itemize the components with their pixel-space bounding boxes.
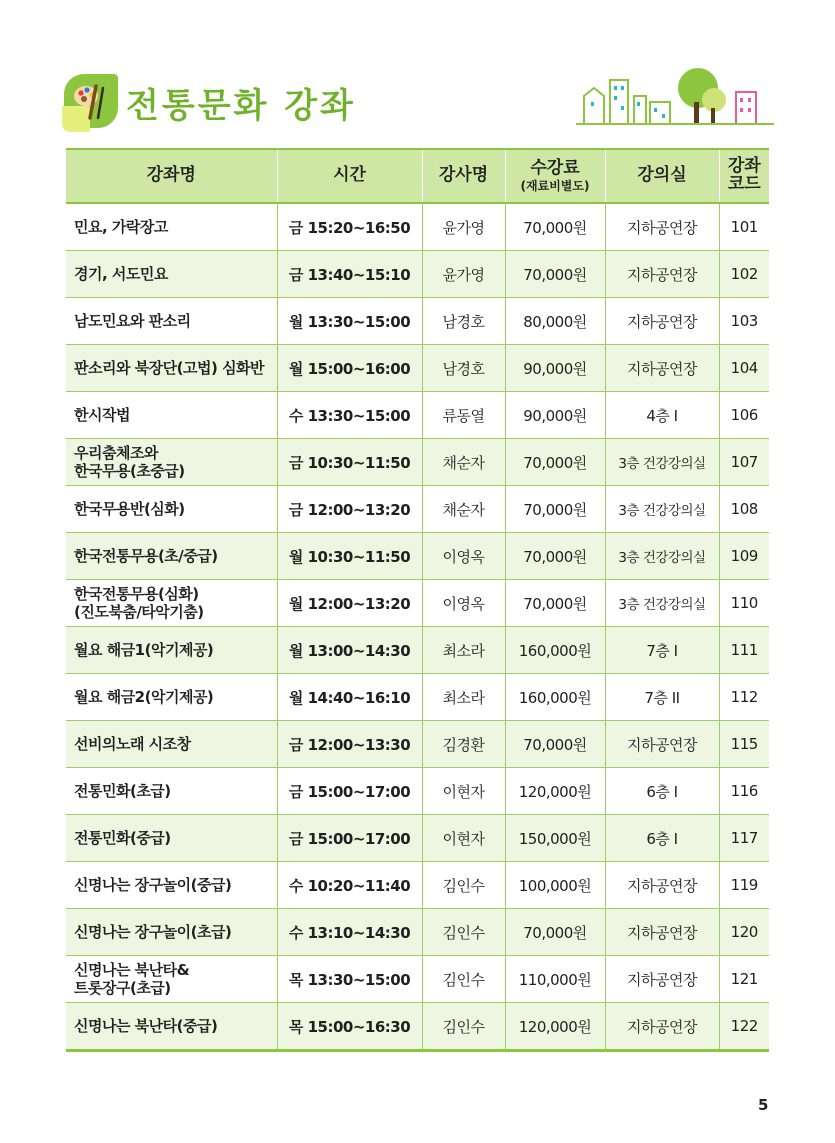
course-name-line: 한시작법	[74, 406, 130, 424]
course-teacher: 류동열	[422, 392, 505, 439]
course-room: 지하공연장	[605, 345, 719, 392]
course-teacher: 윤가영	[422, 251, 505, 298]
col-header-room: 강의실	[605, 149, 719, 203]
table-row	[66, 298, 769, 345]
course-name	[66, 533, 277, 580]
course-room: 지하공연장	[605, 1003, 719, 1051]
course-code: 121	[719, 956, 769, 1003]
course-name	[66, 721, 277, 768]
table-row	[66, 1003, 769, 1051]
col-header-fee	[505, 149, 605, 203]
page-title: 전통문화 강좌	[126, 86, 356, 126]
course-name	[66, 768, 277, 815]
table-row	[66, 815, 769, 862]
course-time: 수 13:10~14:30	[277, 909, 422, 956]
table-row	[66, 862, 769, 909]
course-name-line: 한국무용(초중급)	[74, 462, 185, 480]
course-room: 지하공연장	[605, 909, 719, 956]
course-name	[66, 345, 277, 392]
course-time: 수 13:30~15:00	[277, 392, 422, 439]
course-time: 금 10:30~11:50	[277, 439, 422, 486]
course-name-line: 선비의노래 시조창	[74, 735, 191, 753]
course-fee: 80,000원	[505, 298, 605, 345]
course-room: 지하공연장	[605, 721, 719, 768]
course-fee: 90,000원	[505, 345, 605, 392]
course-time: 금 15:20~16:50	[277, 203, 422, 251]
course-time: 월 13:00~14:30	[277, 627, 422, 674]
course-name	[66, 392, 277, 439]
course-name	[66, 815, 277, 862]
col-header-time: 시간	[277, 149, 422, 203]
course-teacher: 채순자	[422, 439, 505, 486]
course-code: 106	[719, 392, 769, 439]
course-teacher: 김인수	[422, 1003, 505, 1051]
course-name-line: 경기, 서도민요	[74, 265, 168, 283]
course-teacher: 채순자	[422, 486, 505, 533]
course-name	[66, 956, 277, 1003]
col-header-code	[719, 149, 769, 203]
table-row	[66, 439, 769, 486]
course-name-line: (진도북춤/타악기춤)	[74, 603, 204, 621]
course-fee: 120,000원	[505, 768, 605, 815]
course-teacher: 윤가영	[422, 203, 505, 251]
course-fee: 160,000원	[505, 674, 605, 721]
course-code: 104	[719, 345, 769, 392]
table-row	[66, 203, 769, 251]
col-header-code-line2: 코드	[727, 174, 761, 194]
city-trees-decoration-icon	[576, 66, 776, 136]
course-name	[66, 627, 277, 674]
course-name	[66, 486, 277, 533]
course-teacher: 이현자	[422, 815, 505, 862]
course-room: 7층 II	[605, 674, 719, 721]
course-table	[66, 148, 769, 1052]
course-fee: 70,000원	[505, 533, 605, 580]
course-name-line: 신명나는 북난타(중급)	[74, 1017, 218, 1035]
course-room: 지하공연장	[605, 203, 719, 251]
table-row	[66, 674, 769, 721]
course-name-line: 신명나는 장구놀이(중급)	[74, 876, 232, 894]
col-header-name: 강좌명	[66, 149, 277, 203]
course-name-line: 한국무용반(심화)	[74, 500, 185, 518]
table-row	[66, 392, 769, 439]
course-time: 수 10:20~11:40	[277, 862, 422, 909]
course-time: 월 14:40~16:10	[277, 674, 422, 721]
course-code: 122	[719, 1003, 769, 1051]
course-code: 110	[719, 580, 769, 627]
course-teacher: 최소라	[422, 674, 505, 721]
course-teacher: 최소라	[422, 627, 505, 674]
table-row	[66, 251, 769, 298]
course-name	[66, 1003, 277, 1051]
course-name	[66, 674, 277, 721]
course-room: 지하공연장	[605, 956, 719, 1003]
table-row	[66, 721, 769, 768]
course-code: 116	[719, 768, 769, 815]
course-name-line: 판소리와 북장단(고법) 심화반	[74, 359, 265, 377]
course-teacher: 남경호	[422, 345, 505, 392]
table-row	[66, 627, 769, 674]
palette-logo-icon	[64, 74, 118, 128]
course-name	[66, 909, 277, 956]
course-fee: 70,000원	[505, 486, 605, 533]
course-time: 월 12:00~13:20	[277, 580, 422, 627]
course-teacher: 김경환	[422, 721, 505, 768]
course-time: 목 13:30~15:00	[277, 956, 422, 1003]
table-row	[66, 533, 769, 580]
course-fee: 70,000원	[505, 203, 605, 251]
page-number: 5	[758, 1096, 769, 1114]
col-header-fee-note: (재료비별도)	[520, 178, 590, 193]
course-room: 지하공연장	[605, 862, 719, 909]
col-header-fee-label: 수강료	[530, 157, 580, 178]
course-room: 7층 I	[605, 627, 719, 674]
course-room: 6층 I	[605, 768, 719, 815]
course-code: 117	[719, 815, 769, 862]
course-time: 월 10:30~11:50	[277, 533, 422, 580]
course-teacher: 이영옥	[422, 580, 505, 627]
table-row	[66, 345, 769, 392]
table-row	[66, 909, 769, 956]
course-code: 107	[719, 439, 769, 486]
table-row	[66, 580, 769, 627]
course-name-line: 남도민요와 판소리	[74, 312, 191, 330]
course-time: 목 15:00~16:30	[277, 1003, 422, 1051]
course-code: 109	[719, 533, 769, 580]
course-teacher: 김인수	[422, 956, 505, 1003]
course-fee: 70,000원	[505, 721, 605, 768]
table-row	[66, 486, 769, 533]
course-teacher: 남경호	[422, 298, 505, 345]
course-fee: 120,000원	[505, 1003, 605, 1051]
course-fee: 90,000원	[505, 392, 605, 439]
course-code: 111	[719, 627, 769, 674]
course-room: 지하공연장	[605, 298, 719, 345]
course-name-line: 트롯장구(초급)	[74, 979, 171, 997]
course-code: 119	[719, 862, 769, 909]
course-name	[66, 203, 277, 251]
course-code: 112	[719, 674, 769, 721]
course-name	[66, 298, 277, 345]
course-name-line: 월요 해금1(악기제공)	[74, 641, 214, 659]
course-time: 금 12:00~13:30	[277, 721, 422, 768]
page-header	[64, 74, 774, 138]
course-time: 금 15:00~17:00	[277, 768, 422, 815]
course-name-line: 민요, 가락장고	[74, 218, 168, 236]
course-code: 101	[719, 203, 769, 251]
course-room: 4층 I	[605, 392, 719, 439]
course-fee: 150,000원	[505, 815, 605, 862]
course-time: 금 12:00~13:20	[277, 486, 422, 533]
course-teacher: 이현자	[422, 768, 505, 815]
course-name-line: 전통민화(중급)	[74, 829, 171, 847]
course-name-line: 월요 해금2(악기제공)	[74, 688, 214, 706]
course-name	[66, 580, 277, 627]
course-name-line: 한국전통무용(초/중급)	[74, 547, 218, 565]
course-teacher: 김인수	[422, 862, 505, 909]
course-name-line: 우리춤체조와	[74, 444, 158, 462]
table-row	[66, 768, 769, 815]
col-header-teacher: 강사명	[422, 149, 505, 203]
course-room: 3층 건강강의실	[605, 439, 719, 486]
course-name	[66, 439, 277, 486]
col-header-code-line1: 강좌	[727, 156, 761, 177]
course-time: 금 13:40~15:10	[277, 251, 422, 298]
table-header-row	[66, 149, 769, 203]
course-name-line: 한국전통무용(심화)	[74, 585, 199, 603]
course-code: 120	[719, 909, 769, 956]
course-room: 지하공연장	[605, 251, 719, 298]
course-code: 108	[719, 486, 769, 533]
course-name-line: 전통민화(초급)	[74, 782, 171, 800]
course-fee: 160,000원	[505, 627, 605, 674]
course-fee: 70,000원	[505, 580, 605, 627]
course-name	[66, 862, 277, 909]
course-teacher: 김인수	[422, 909, 505, 956]
course-name-line: 신명나는 북난타&	[74, 961, 190, 979]
course-fee: 70,000원	[505, 251, 605, 298]
course-code: 102	[719, 251, 769, 298]
course-code: 115	[719, 721, 769, 768]
course-code: 103	[719, 298, 769, 345]
course-time: 월 13:30~15:00	[277, 298, 422, 345]
course-name	[66, 251, 277, 298]
table-row	[66, 956, 769, 1003]
course-room: 6층 I	[605, 815, 719, 862]
course-room: 3층 건강강의실	[605, 486, 719, 533]
course-fee: 100,000원	[505, 862, 605, 909]
course-room: 3층 건강강의실	[605, 580, 719, 627]
course-fee: 70,000원	[505, 439, 605, 486]
course-name-line: 신명나는 장구놀이(초급)	[74, 923, 232, 941]
course-room: 3층 건강강의실	[605, 533, 719, 580]
course-teacher: 이영옥	[422, 533, 505, 580]
course-time: 금 15:00~17:00	[277, 815, 422, 862]
course-time: 월 15:00~16:00	[277, 345, 422, 392]
course-fee: 110,000원	[505, 956, 605, 1003]
course-fee: 70,000원	[505, 909, 605, 956]
